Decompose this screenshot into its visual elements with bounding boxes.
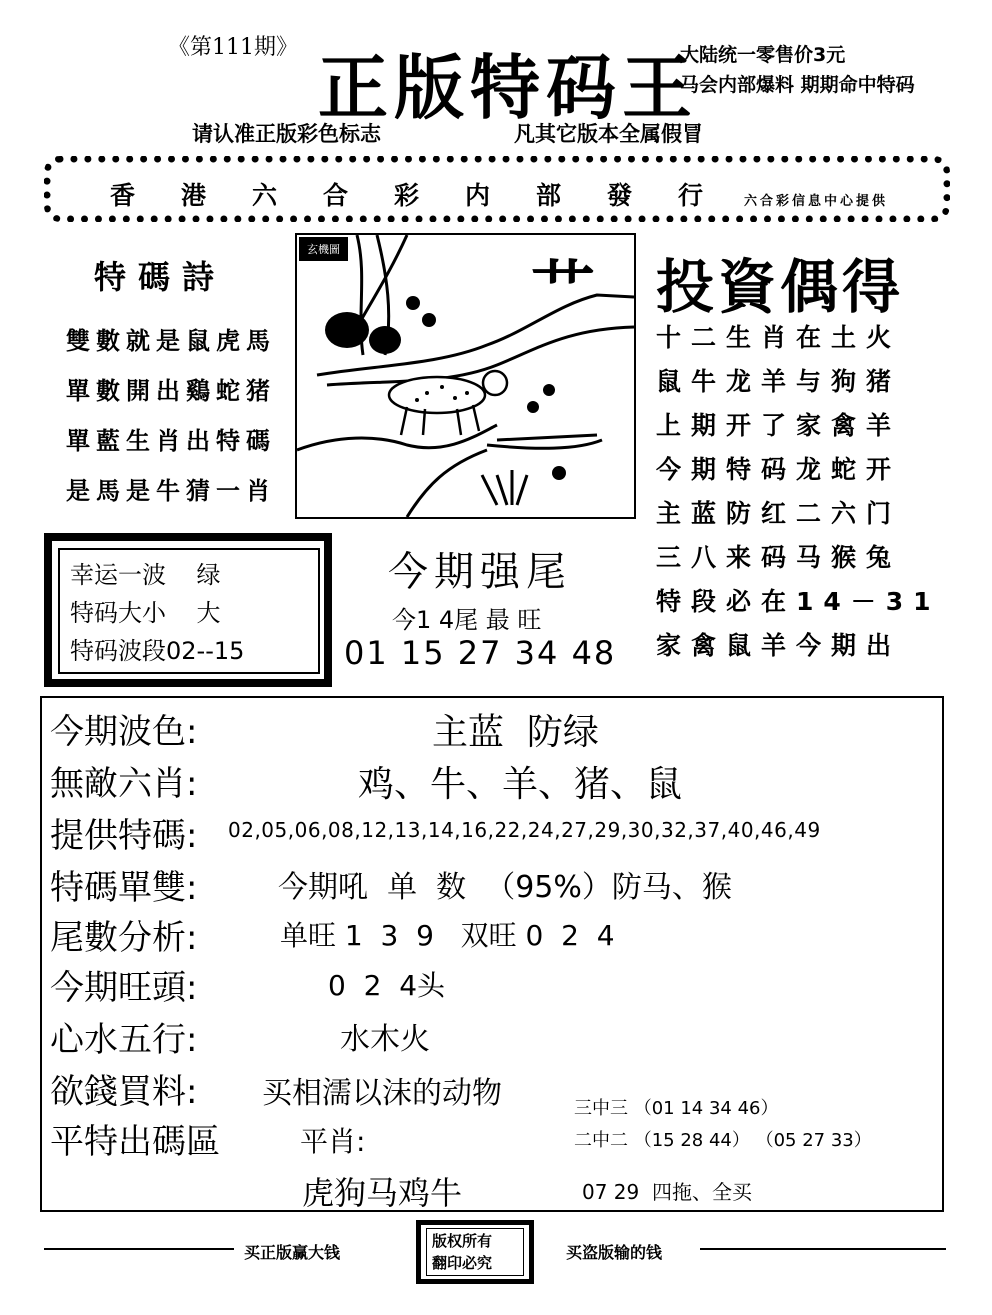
lucky-value: 绿 <box>196 561 221 589</box>
lucky-row <box>70 556 244 594</box>
poem-title: 特碼詩 <box>94 258 227 296</box>
poem-line: 是馬是牛猜一肖 <box>66 476 276 505</box>
row-label-head: 今期旺頭: <box>50 968 198 1008</box>
row-value-riddle: 买相濡以沫的动物 <box>262 1076 502 1111</box>
row-label-riddle: 欲錢買料: <box>50 1072 198 1112</box>
poem-line: 單藍生肖出特碼 <box>66 426 276 455</box>
row-label-color: 今期波色: <box>50 712 198 752</box>
invest-line: 今期特码龙蛇开 <box>656 455 902 484</box>
row-label-odd-even: 特碼單雙: <box>50 868 198 908</box>
invest-line: 三八来码马猴兔 <box>656 543 902 572</box>
picture-stamp: 玄機圖 <box>299 237 348 261</box>
page-title: 正版特码王 <box>318 46 698 129</box>
row-value-six-zodiac: 鸡、牛、羊、猪、鼠 <box>358 764 683 805</box>
poem-lines <box>66 316 276 516</box>
ping-xiao-animals: 虎狗马鸡牛 <box>302 1174 463 1212</box>
row-label-special-numbers: 提供特碼: <box>50 816 198 856</box>
lucky-rows <box>70 556 244 670</box>
invest-line: 上期开了家禽羊 <box>656 411 902 440</box>
price-line-1: 大陆统一零售价3元 <box>680 44 846 66</box>
row-value-odd-even: 今期吼 单 数 （95%）防马、猴 <box>278 870 732 905</box>
invest-line: 特段必在14－31 <box>656 587 941 616</box>
poem-line: 雙數就是鼠虎馬 <box>66 326 276 355</box>
lucky-row <box>70 594 244 632</box>
footer-left-text: 买正版赢大钱 <box>244 1243 341 1262</box>
invest-line: 十二生肖在土火 <box>656 323 902 352</box>
riddle-picture <box>295 233 636 519</box>
strong-tail-title: 今期强尾 <box>388 549 572 595</box>
lucky-label: 特码大小 <box>70 599 166 627</box>
invest-line: 家禽鼠羊今期出 <box>656 631 902 660</box>
row-value-color: 主蓝 防绿 <box>432 712 599 753</box>
copyright-text <box>432 1230 492 1274</box>
price-info <box>680 40 915 100</box>
poem-line: 單數開出鷄蛇猪 <box>66 376 276 405</box>
price-line-2: 马会内部爆料 期期命中特码 <box>680 74 915 96</box>
invest-lines <box>656 316 941 668</box>
copyright-line-1: 版权所有 <box>432 1232 493 1250</box>
row-value-ping-xiao: 平肖: <box>300 1125 366 1158</box>
notice-left: 请认准正版彩色标志 <box>192 122 381 146</box>
lucky-label: 特码波段 <box>70 637 166 665</box>
banner-small-text: 六合彩信息中心提供 <box>744 194 889 209</box>
banner-text: 香港六合彩内部發行 <box>110 181 750 210</box>
invest-line: 主蓝防红二六门 <box>656 499 902 528</box>
picture-glyph: 艹 <box>531 255 595 329</box>
footer-right-text: 买盗版输的钱 <box>566 1243 663 1262</box>
copyright-line-2: 翻印必究 <box>432 1254 493 1272</box>
san-zhong-san: 三中三 （01 14 34 46） <box>574 1098 779 1119</box>
lucky-label: 幸运一波 <box>70 561 166 589</box>
lucky-value: 02--15 <box>166 637 245 665</box>
row-value-tail-analysis: 单旺 1 3 9 双旺 0 2 4 <box>280 919 615 952</box>
lucky-value: 大 <box>196 599 221 627</box>
er-zhong-er: 二中二 （15 28 44） （05 27 33） <box>574 1130 872 1151</box>
row-label-ping-te: 平特出碼區 <box>50 1122 220 1162</box>
row-label-five-elements: 心水五行: <box>50 1020 198 1060</box>
issue-number: 《第111期》 <box>168 35 298 60</box>
footer-line-right <box>700 1248 946 1250</box>
footer-line-left <box>44 1248 234 1250</box>
si-tuo: 07 29 四拖、全买 <box>582 1180 752 1204</box>
lucky-row <box>70 632 244 670</box>
invest-title: 投資偶得 <box>656 253 905 321</box>
row-label-six-zodiac: 無敵六肖: <box>50 764 198 804</box>
row-label-tail-analysis: 尾數分析: <box>50 918 198 958</box>
invest-line: 鼠牛龙羊与狗猪 <box>656 367 902 396</box>
notice-right: 凡其它版本全属假冒 <box>514 122 703 146</box>
row-value-head: 0 2 4头 <box>328 969 446 1002</box>
row-value-five-elements: 水木火 <box>340 1022 430 1057</box>
row-value-special-numbers: 02,05,06,08,12,13,14,16,22,24,27,29,30,32,37,40,46,49 <box>228 818 821 842</box>
strong-tail-text: 今1 4尾 最 旺 <box>392 606 542 634</box>
riddle-illustration <box>297 235 634 517</box>
strong-tail-numbers: 01 15 27 34 48 <box>344 634 617 672</box>
